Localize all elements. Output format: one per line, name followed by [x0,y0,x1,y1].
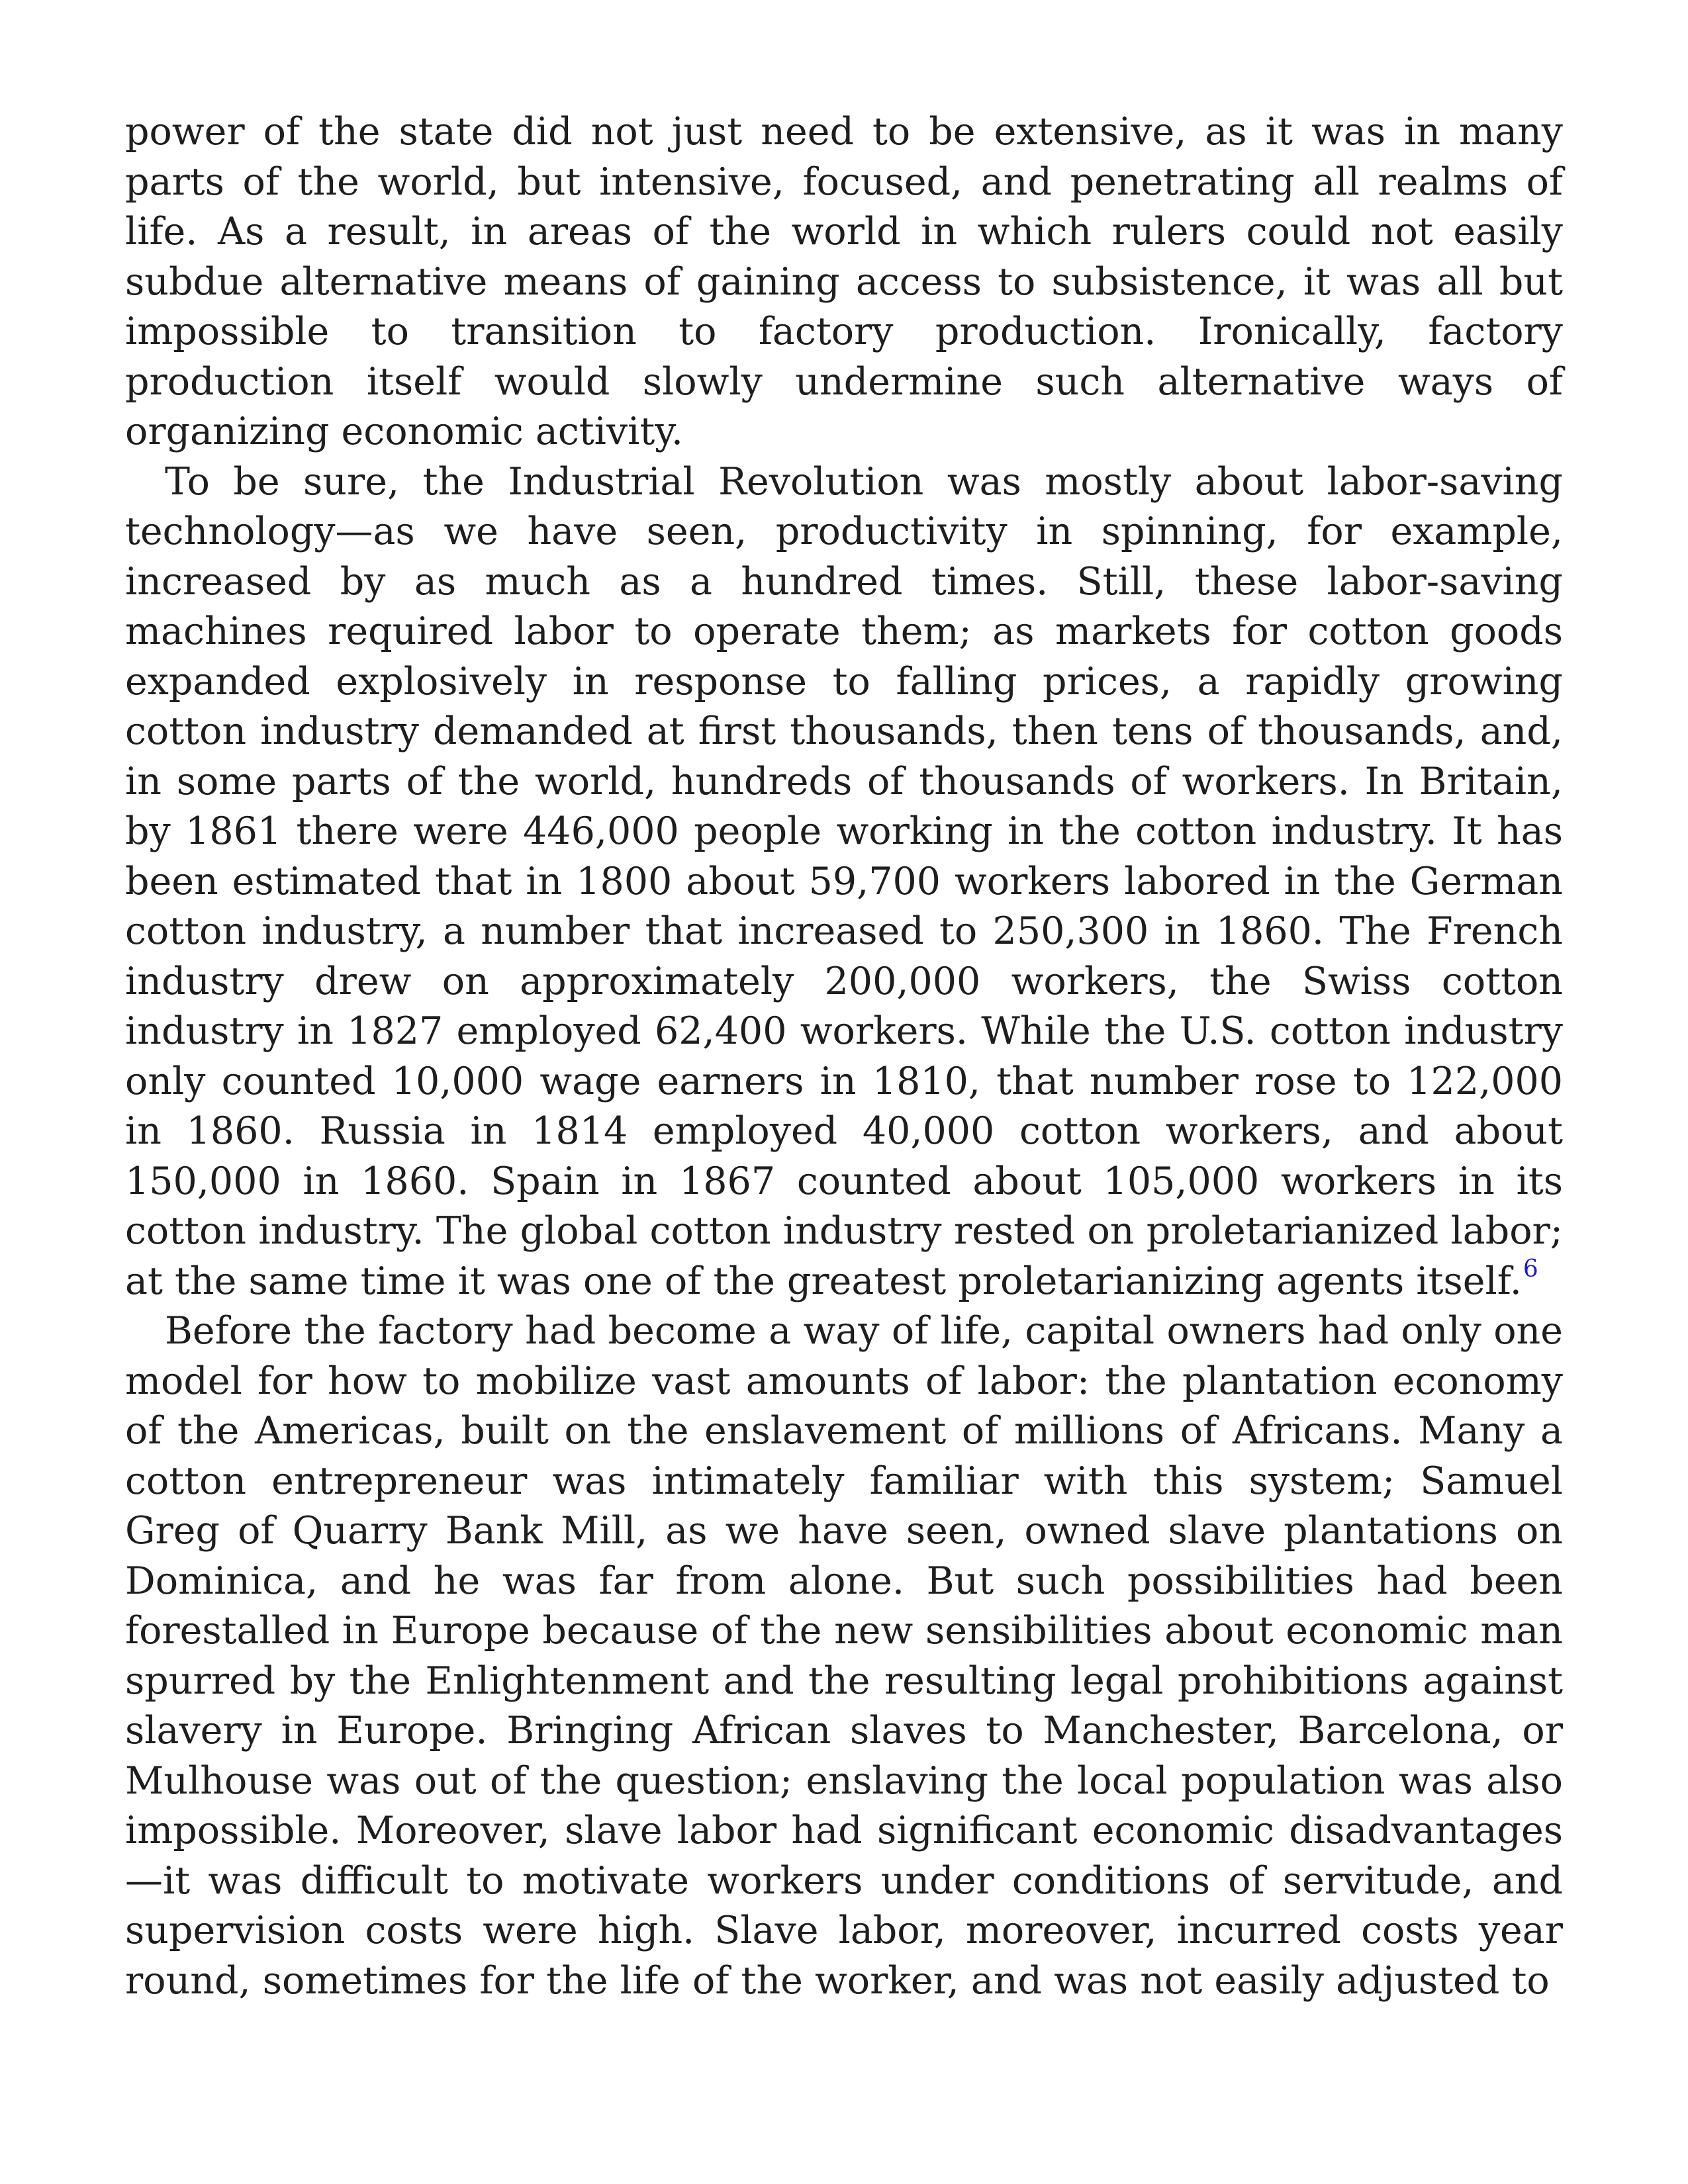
page-body [125,107,1563,2006]
paragraph-state-power [125,107,1563,457]
paragraph-text: power of the state did not just need to be extensive, as it was in many parts of the world, but intensive, focused, and penetrating all realms of life. As a result, in areas of the world in which rulers could not easily subdue alternative means of gaining access to subsistence, it was all but impossible to transition to factory production. Ironically, factory production itself would slowly undermine such alternative ways of organizing economic activity. [125,110,1563,453]
footnote-reference-link[interactable]: 6 [1523,1255,1538,1283]
paragraph-labor-saving-technology [125,457,1563,1307]
paragraph-text: To be sure, the Industrial Revolution was mostly about labor-saving technology—as we have seen, productivity in spinning, for example, increased by as much as a hundred times. Still, these labor-saving machines required labor to operate them; as markets for cotton goods expanded explosively in response to falling prices, a rapidly growing cotton industry demanded at first thousands, then tens of thousands, and, in some parts of the world, hundreds of thousands of workers. In Britain, by 1861 there were 446,000 people working in the cotton industry. It has been estimated that in 1800 about 59,700 workers labored in the German cotton industry, a number that increased to 250,300 in 1860. The French industry drew on approximately 200,000 workers, the Swiss cotton industry in 1827 employed 62,400 workers. While the U.S. cotton industry only counted 10,000 wage earners in 1810, that number rose to 122,000 in 1860. Russia in 1814 employed 40,000 cotton workers, and about 150,000 in 1860. Spain in 1867 counted about 105,000 workers in its cotton industry. The global cotton industry rested on proletarianized labor; at the same time it was one of the greatest proletarianizing agents itself. [125,459,1563,1303]
paragraph-plantation-model [125,1306,1563,2006]
paragraph-text: Before the factory had become a way of life, capital owners had only one model for how to mobilize vast amounts of labor: the plantation economy of the Americas, built on the enslavement of millions of Africans. Many a cotton entrepreneur was intimately familiar with this system; Samuel Greg of Quarry Bank Mill, as we have seen, owned slave plantations on Dominica, and he was far from alone. But such possibilities had been forestalled in Europe because of the new sensibilities about economic man spurred by the Enlightenment and the resulting legal prohibitions against slavery in Europe. Bringing African slaves to Manchester, Barcelona, or Mulhouse was out of the question; enslaving the local population was also impossible. Moreover, slave labor had significant economic disadvantages—it was difficult to motivate workers under conditions of servitude, and supervision costs were high. Slave labor, moreover, incurred costs year round, sometimes for the life of the worker, and was not easily adjusted to [125,1309,1563,2003]
